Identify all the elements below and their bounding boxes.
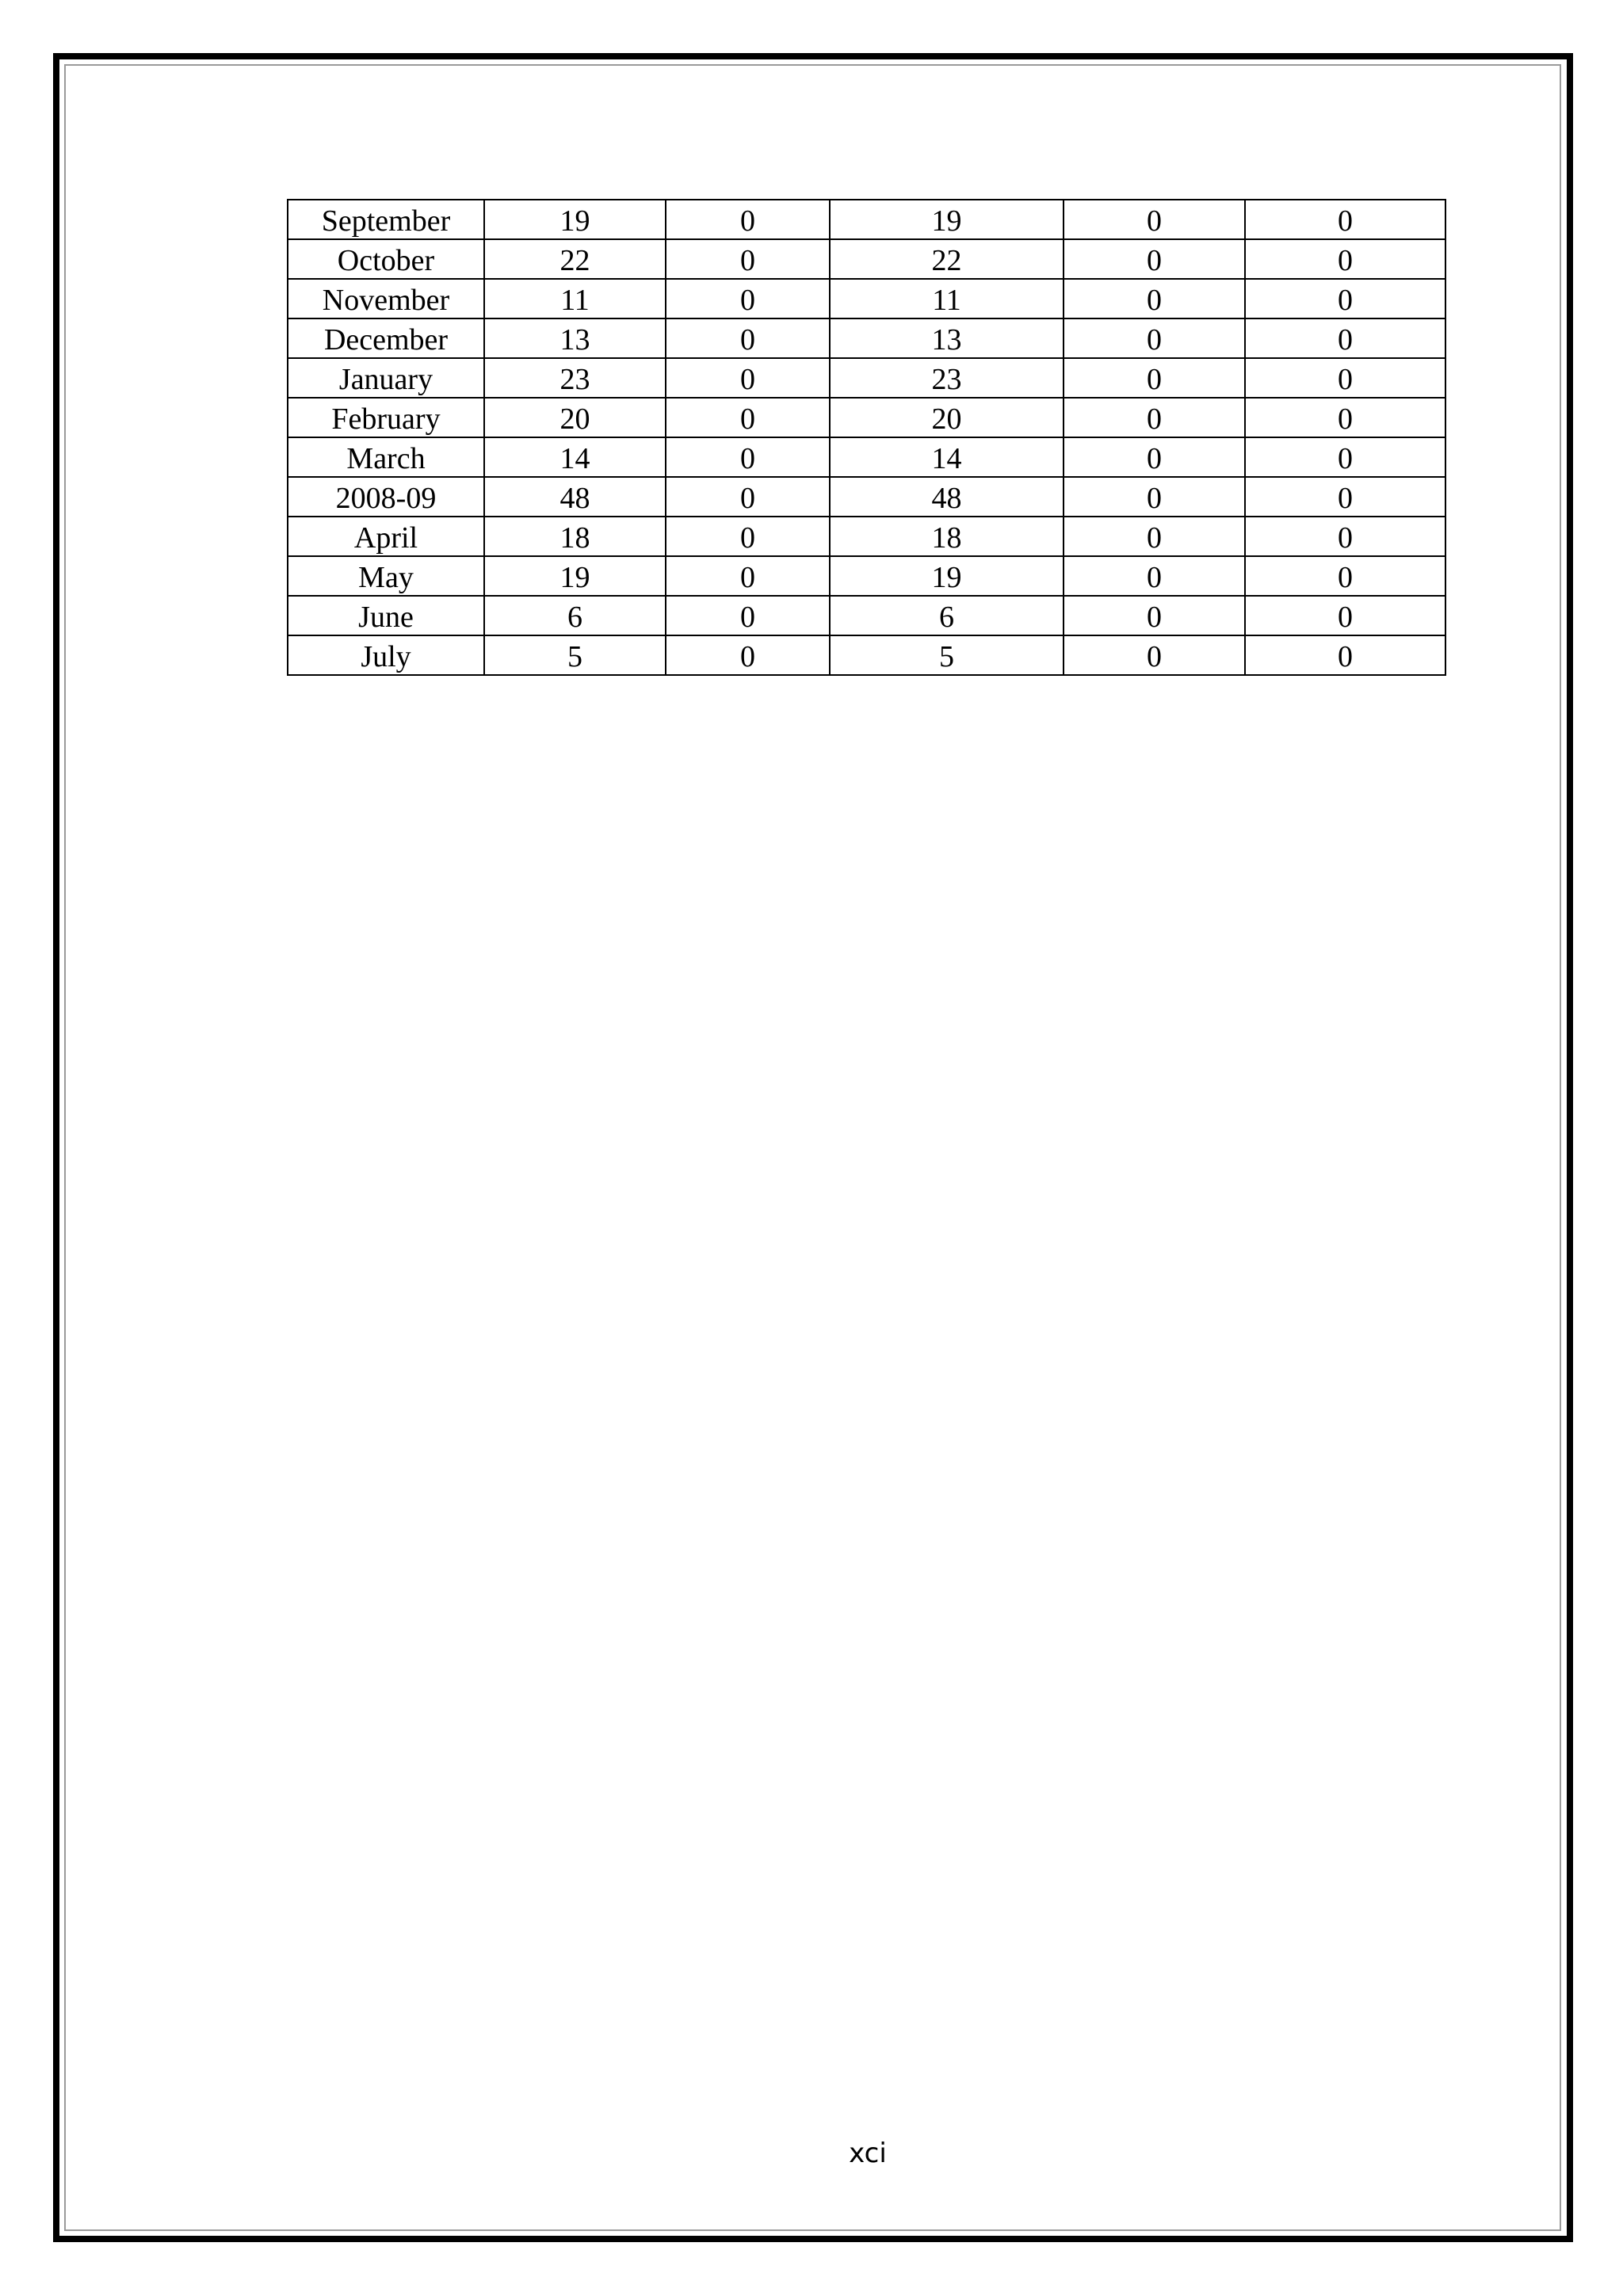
page-number: xci — [849, 2138, 887, 2169]
table-cell: 0 — [1245, 239, 1445, 279]
table-cell: 0 — [1245, 318, 1445, 358]
table-cell: 11 — [830, 279, 1064, 318]
table-cell: 0 — [666, 635, 830, 675]
table-cell: 0 — [1064, 635, 1245, 675]
table-cell: 0 — [1245, 200, 1445, 239]
table-cell: 23 — [830, 358, 1064, 398]
data-table — [287, 199, 1446, 676]
row-label-cell: 2008-09 — [288, 477, 484, 517]
row-label-cell: July — [288, 635, 484, 675]
table-row — [288, 279, 1445, 318]
table-row — [288, 318, 1445, 358]
table-cell: 22 — [484, 239, 666, 279]
table-cell: 0 — [666, 398, 830, 437]
table-cell: 0 — [666, 200, 830, 239]
table-cell: 0 — [1245, 477, 1445, 517]
row-label-cell: June — [288, 596, 484, 635]
table-row — [288, 398, 1445, 437]
table-cell: 6 — [484, 596, 666, 635]
table-cell: 11 — [484, 279, 666, 318]
table-cell: 0 — [666, 556, 830, 596]
table-cell: 0 — [1064, 358, 1245, 398]
table-cell: 0 — [1064, 318, 1245, 358]
table-body — [288, 200, 1445, 675]
table-cell: 19 — [830, 556, 1064, 596]
table-cell: 6 — [830, 596, 1064, 635]
table-row — [288, 358, 1445, 398]
table-cell: 0 — [1245, 517, 1445, 556]
table-cell: 0 — [1064, 200, 1245, 239]
table-row — [288, 200, 1445, 239]
table-cell: 0 — [1245, 279, 1445, 318]
row-label-cell: September — [288, 200, 484, 239]
table-cell: 0 — [1245, 437, 1445, 477]
table-row — [288, 239, 1445, 279]
row-label-cell: December — [288, 318, 484, 358]
row-label-cell: May — [288, 556, 484, 596]
table-cell: 0 — [666, 517, 830, 556]
table-cell: 0 — [666, 318, 830, 358]
table-cell: 14 — [484, 437, 666, 477]
table-cell: 48 — [830, 477, 1064, 517]
row-label-cell: October — [288, 239, 484, 279]
row-label-cell: November — [288, 279, 484, 318]
table-cell: 48 — [484, 477, 666, 517]
table-row — [288, 596, 1445, 635]
table-row — [288, 517, 1445, 556]
table-cell: 18 — [830, 517, 1064, 556]
table-cell: 0 — [666, 477, 830, 517]
row-label-cell: March — [288, 437, 484, 477]
table-cell: 19 — [484, 556, 666, 596]
table-cell: 22 — [830, 239, 1064, 279]
table-row — [288, 556, 1445, 596]
row-label-cell: January — [288, 358, 484, 398]
table-row — [288, 437, 1445, 477]
table-cell: 13 — [484, 318, 666, 358]
table-cell: 5 — [484, 635, 666, 675]
table-cell: 0 — [666, 279, 830, 318]
table-cell: 0 — [1064, 398, 1245, 437]
table-cell: 0 — [1064, 279, 1245, 318]
table-cell: 20 — [484, 398, 666, 437]
table-cell: 0 — [1064, 239, 1245, 279]
table-cell: 19 — [830, 200, 1064, 239]
table-row — [288, 477, 1445, 517]
table-cell: 0 — [1064, 517, 1245, 556]
table-cell: 0 — [1245, 556, 1445, 596]
table-cell: 0 — [1245, 635, 1445, 675]
table-cell: 0 — [1245, 398, 1445, 437]
row-label-cell: February — [288, 398, 484, 437]
table-cell: 20 — [830, 398, 1064, 437]
table-cell: 0 — [1064, 556, 1245, 596]
table-cell: 23 — [484, 358, 666, 398]
table-cell: 0 — [1064, 437, 1245, 477]
table-cell: 0 — [1245, 596, 1445, 635]
table-cell: 0 — [1064, 477, 1245, 517]
table-cell: 5 — [830, 635, 1064, 675]
table-cell: 18 — [484, 517, 666, 556]
table-cell: 0 — [666, 437, 830, 477]
row-label-cell: April — [288, 517, 484, 556]
table-cell: 13 — [830, 318, 1064, 358]
table-cell: 0 — [1064, 596, 1245, 635]
table-cell: 0 — [666, 358, 830, 398]
table-cell: 19 — [484, 200, 666, 239]
table-cell: 0 — [666, 596, 830, 635]
table-cell: 0 — [1245, 358, 1445, 398]
table-row — [288, 635, 1445, 675]
table-cell: 0 — [666, 239, 830, 279]
table-cell: 14 — [830, 437, 1064, 477]
